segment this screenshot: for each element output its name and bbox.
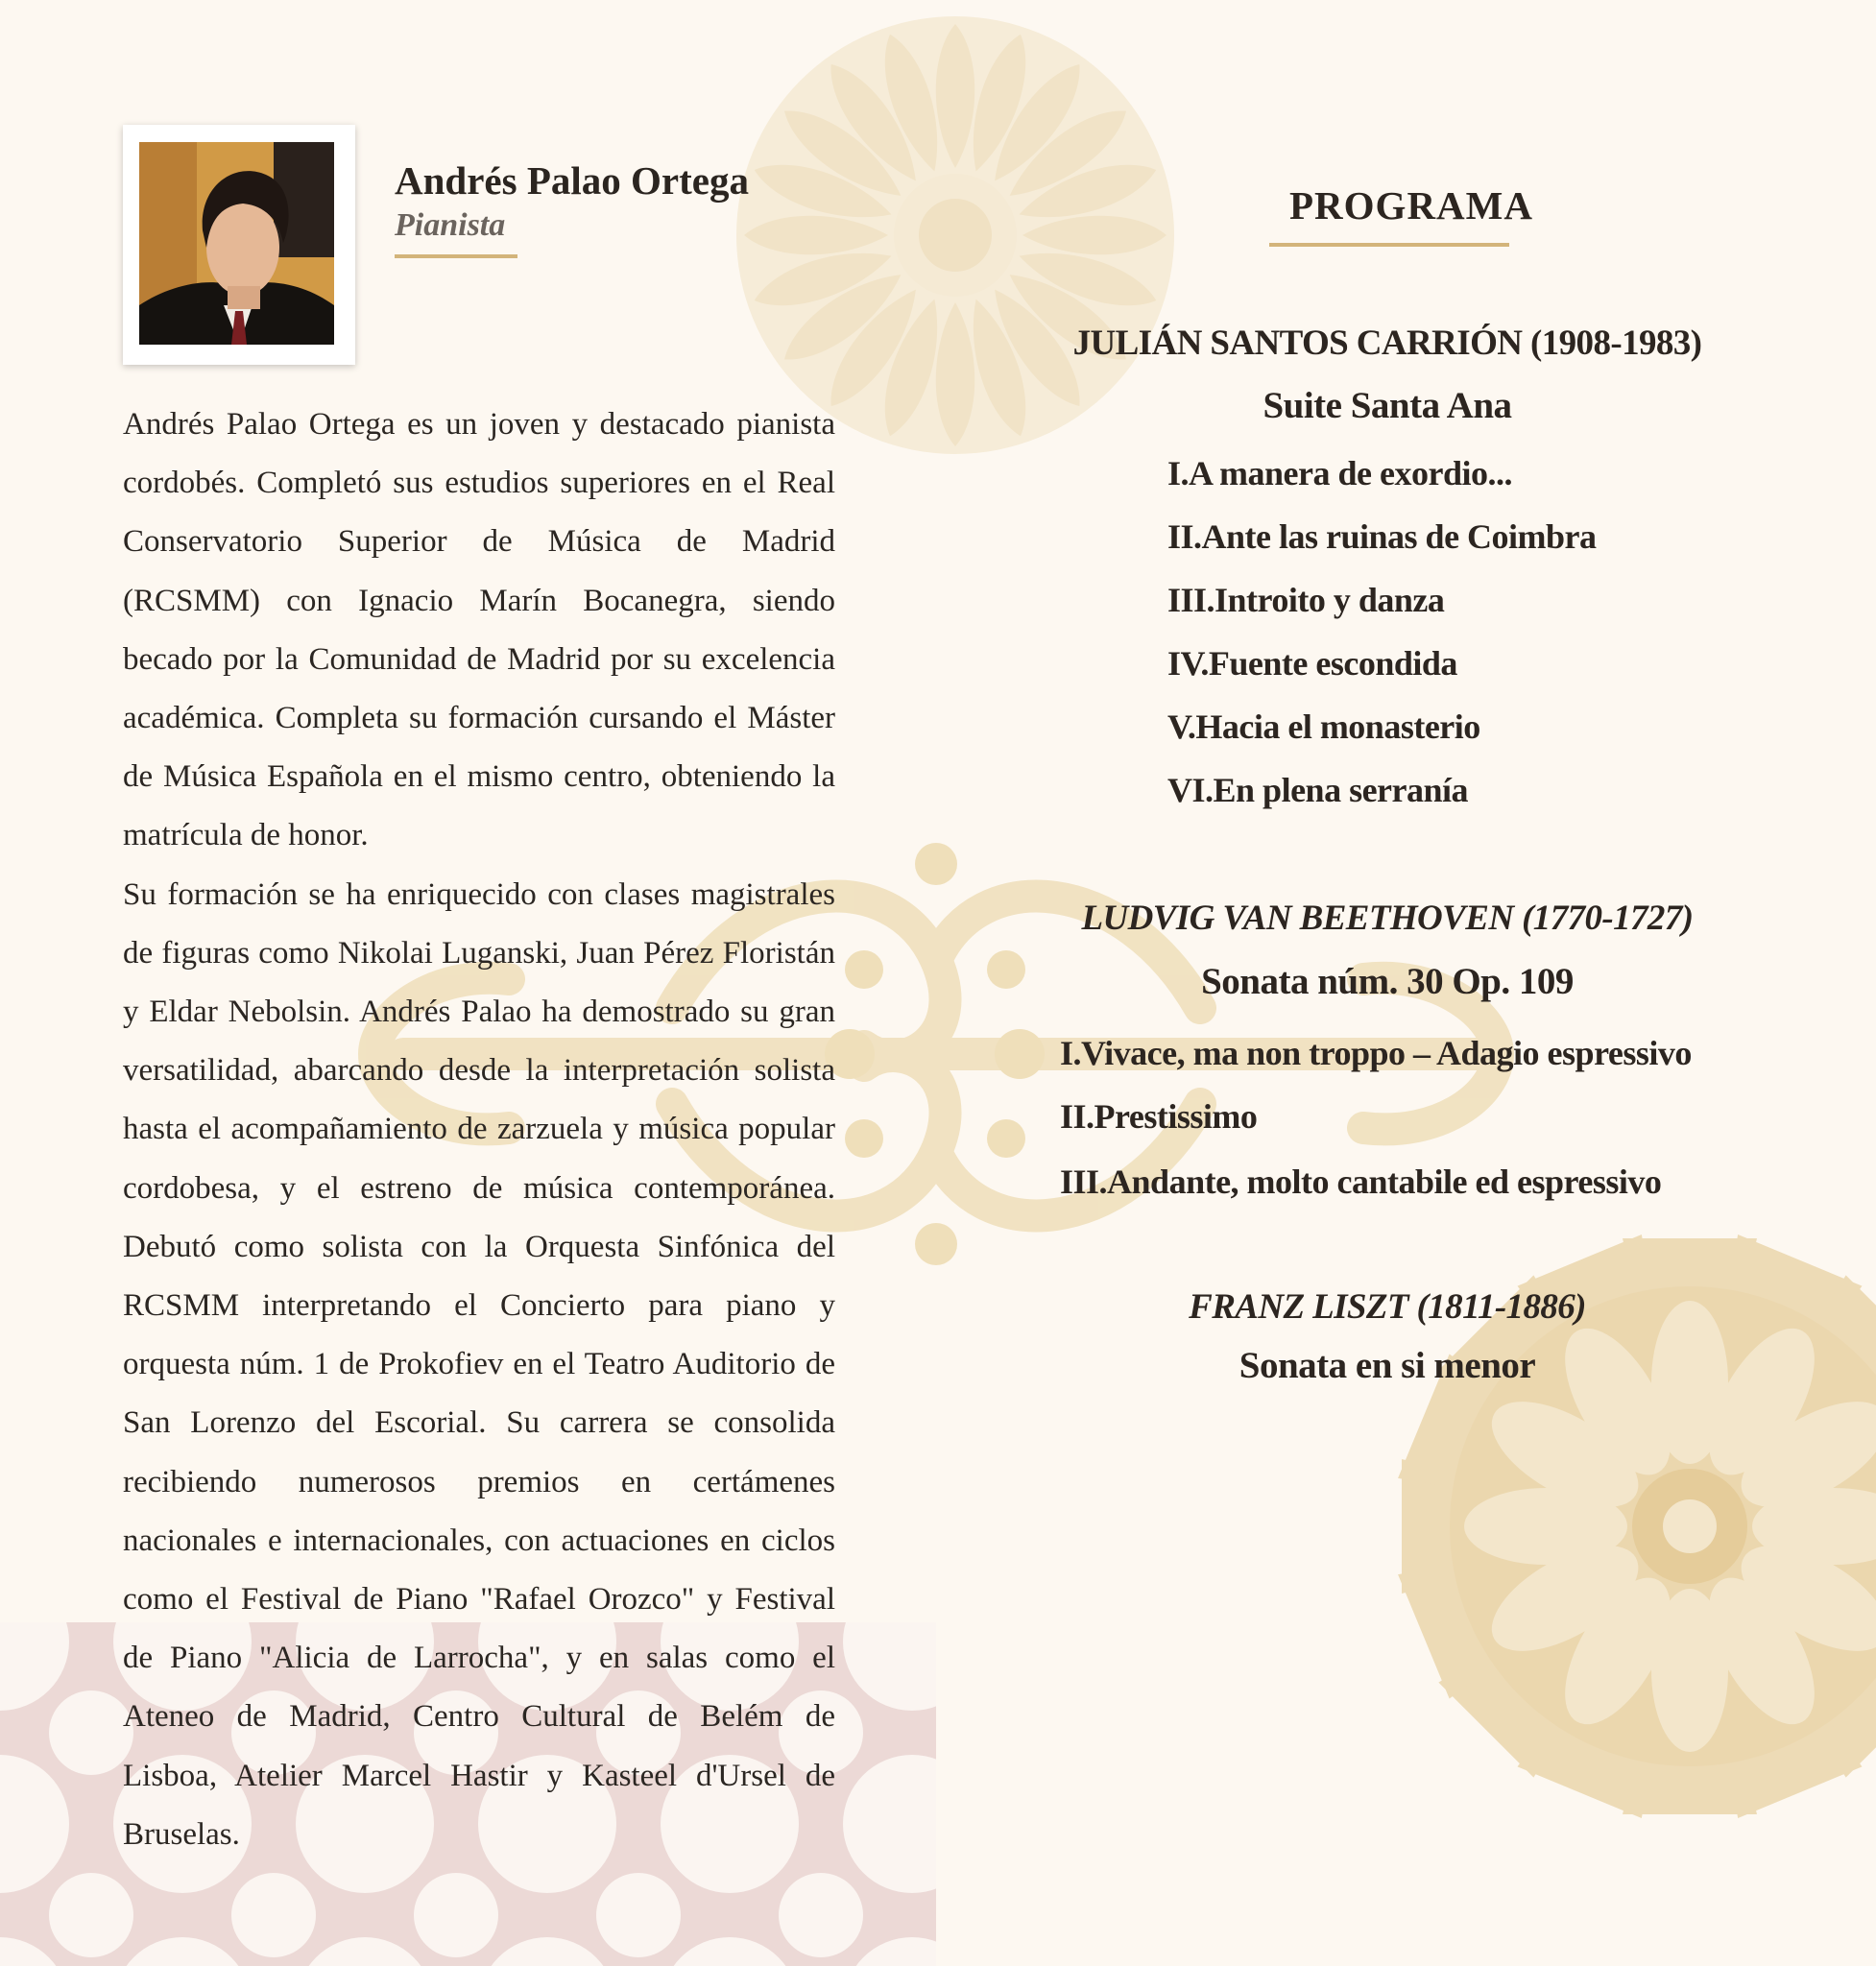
role-underline-rule — [395, 254, 517, 258]
work-title: Sonata núm. 30 Op. 109 — [1201, 961, 1574, 1002]
movement-item: II.Prestissimo — [1060, 1097, 1258, 1136]
programme-title: PROGRAMA — [1289, 183, 1533, 228]
portrait-frame — [123, 125, 355, 365]
biography-paragraph: Andrés Palao Ortega es un joven y destacado pianista cordobés. Completó sus estudios superiores en el Real Conservatorio Superior de Música de Madrid (RCSMM) con Ignacio Marín Bocanegra, siendo becado por la Comunidad de Madrid por su excelencia académica. Completa su formación cursando el Máster de Música Española en el mismo centro, obteniendo la matrícula de honor. — [123, 407, 835, 853]
work-title: Sonata en si menor — [1239, 1345, 1536, 1386]
movement-item: II.Ante las ruinas de Coimbra — [1167, 517, 1597, 556]
biography-paragraph: Su formación se ha enriquecido con clases magistrales de figuras como Nikolai Luganski, Juan Pérez Floristán y Eldar Nebolsin. Andrés Palao ha demostrado su gran versatilidad, abarcando desde la interpretación solista hasta el acompañamiento de zarzuela y música popular cordobesa, y el estreno de música contemporánea. Debutó como solista con la Orquesta Sinfónica del RCSMM interpretando el Concierto para piano y orquesta núm. 1 de Prokofiev en el Teatro Auditorio de San Lorenzo del Escorial. Su carrera se consolida recibiendo numerosos premios en certámenes nacionales e internacionales, con actuaciones en ciclos como el Festival de Piano "Rafael Orozco" y Festival de Piano "Alicia de Larrocha", y en salas como el Ateneo de Madrid, Centro Cultural de Belém de Lisboa, Atelier Marcel Hastir y Kasteel d'Ursel de Bruselas. — [123, 876, 835, 1852]
artist-role: Pianista — [395, 207, 506, 243]
composer-heading: FRANZ LISZT (1811-1886) — [1189, 1287, 1586, 1327]
programme-title-underline — [1269, 243, 1509, 247]
pianist-portrait-photo — [139, 142, 334, 345]
movement-item: V.Hacia el monasterio — [1167, 707, 1480, 746]
biography — [123, 396, 835, 1864]
artist-name: Andrés Palao Ortega — [395, 158, 749, 203]
work-title: Suite Santa Ana — [1263, 385, 1512, 426]
movement-item: I.Vivace, ma non troppo – Adagio espressivo — [1060, 1034, 1692, 1072]
composer-heading: JULIÁN SANTOS CARRIÓN (1908-1983) — [1072, 324, 1702, 363]
composer-heading: LUDVIG VAN BEETHOVEN (1770-1727) — [1081, 899, 1694, 938]
movement-item: III.Andante, molto cantabile ed espressivo — [1060, 1163, 1662, 1201]
movement-item: IV.Fuente escondida — [1167, 644, 1457, 683]
movement-item: VI.En plena serranía — [1167, 771, 1469, 809]
movement-item: I.A manera de exordio... — [1167, 454, 1512, 492]
movement-item: III.Introito y danza — [1167, 581, 1445, 619]
